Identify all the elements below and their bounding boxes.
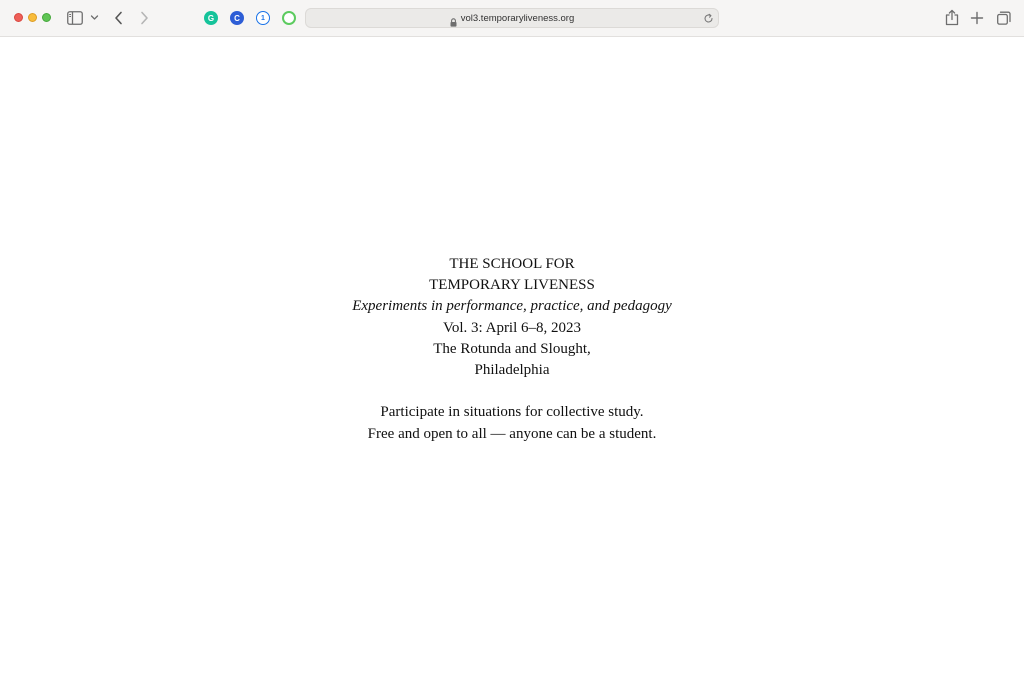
site-title-line-1: THE SCHOOL FOR [449, 256, 575, 272]
address-bar-content [306, 9, 718, 27]
invitation-line-2: Free and open to all — anyone can be a student. [367, 425, 657, 442]
site-subtitle: Experiments in performance, practice, and pedagogy [352, 298, 672, 315]
1password-extension-icon[interactable] [256, 11, 270, 25]
paragraph-spacer [0, 381, 1024, 402]
c-extension-icon[interactable] [230, 11, 244, 25]
volume-dates: Vol. 3: April 6–8, 2023 [442, 319, 582, 336]
chevron-left-icon [112, 10, 126, 26]
chevron-down-icon[interactable] [90, 13, 99, 22]
city: Philadelphia [474, 362, 550, 379]
reload-icon[interactable] [703, 13, 714, 24]
lock-icon [450, 14, 457, 23]
minimize-window-button[interactable] [28, 13, 37, 22]
grammarly-extension-letter: G [207, 13, 215, 23]
forward-button[interactable] [137, 10, 151, 26]
sidebar-icon[interactable] [67, 11, 83, 25]
grammarly-extension-icon[interactable] [204, 11, 218, 25]
chevron-right-icon [137, 10, 151, 26]
ring-extension-icon[interactable] [282, 11, 296, 25]
web-page [0, 38, 1024, 682]
maximize-window-button[interactable] [42, 13, 51, 22]
1password-extension-letter: 1 [261, 14, 265, 22]
url-text: vol3.temporaryliveness.org [460, 12, 575, 24]
close-window-button[interactable] [14, 13, 23, 22]
venue: The Rotunda and Slought, [433, 340, 591, 357]
back-button[interactable] [112, 10, 126, 26]
browser-toolbar [0, 0, 1024, 37]
site-title-line-2: TEMPORARY LIVENESS [429, 277, 595, 294]
page-content [0, 254, 1024, 445]
share-icon[interactable] [945, 9, 959, 26]
tabs-icon[interactable] [997, 11, 1011, 25]
invitation-line-1: Participate in situations for collective study. [380, 404, 644, 421]
plus-icon[interactable] [970, 11, 984, 25]
address-bar[interactable] [305, 8, 719, 28]
c-extension-letter: C [234, 13, 240, 23]
